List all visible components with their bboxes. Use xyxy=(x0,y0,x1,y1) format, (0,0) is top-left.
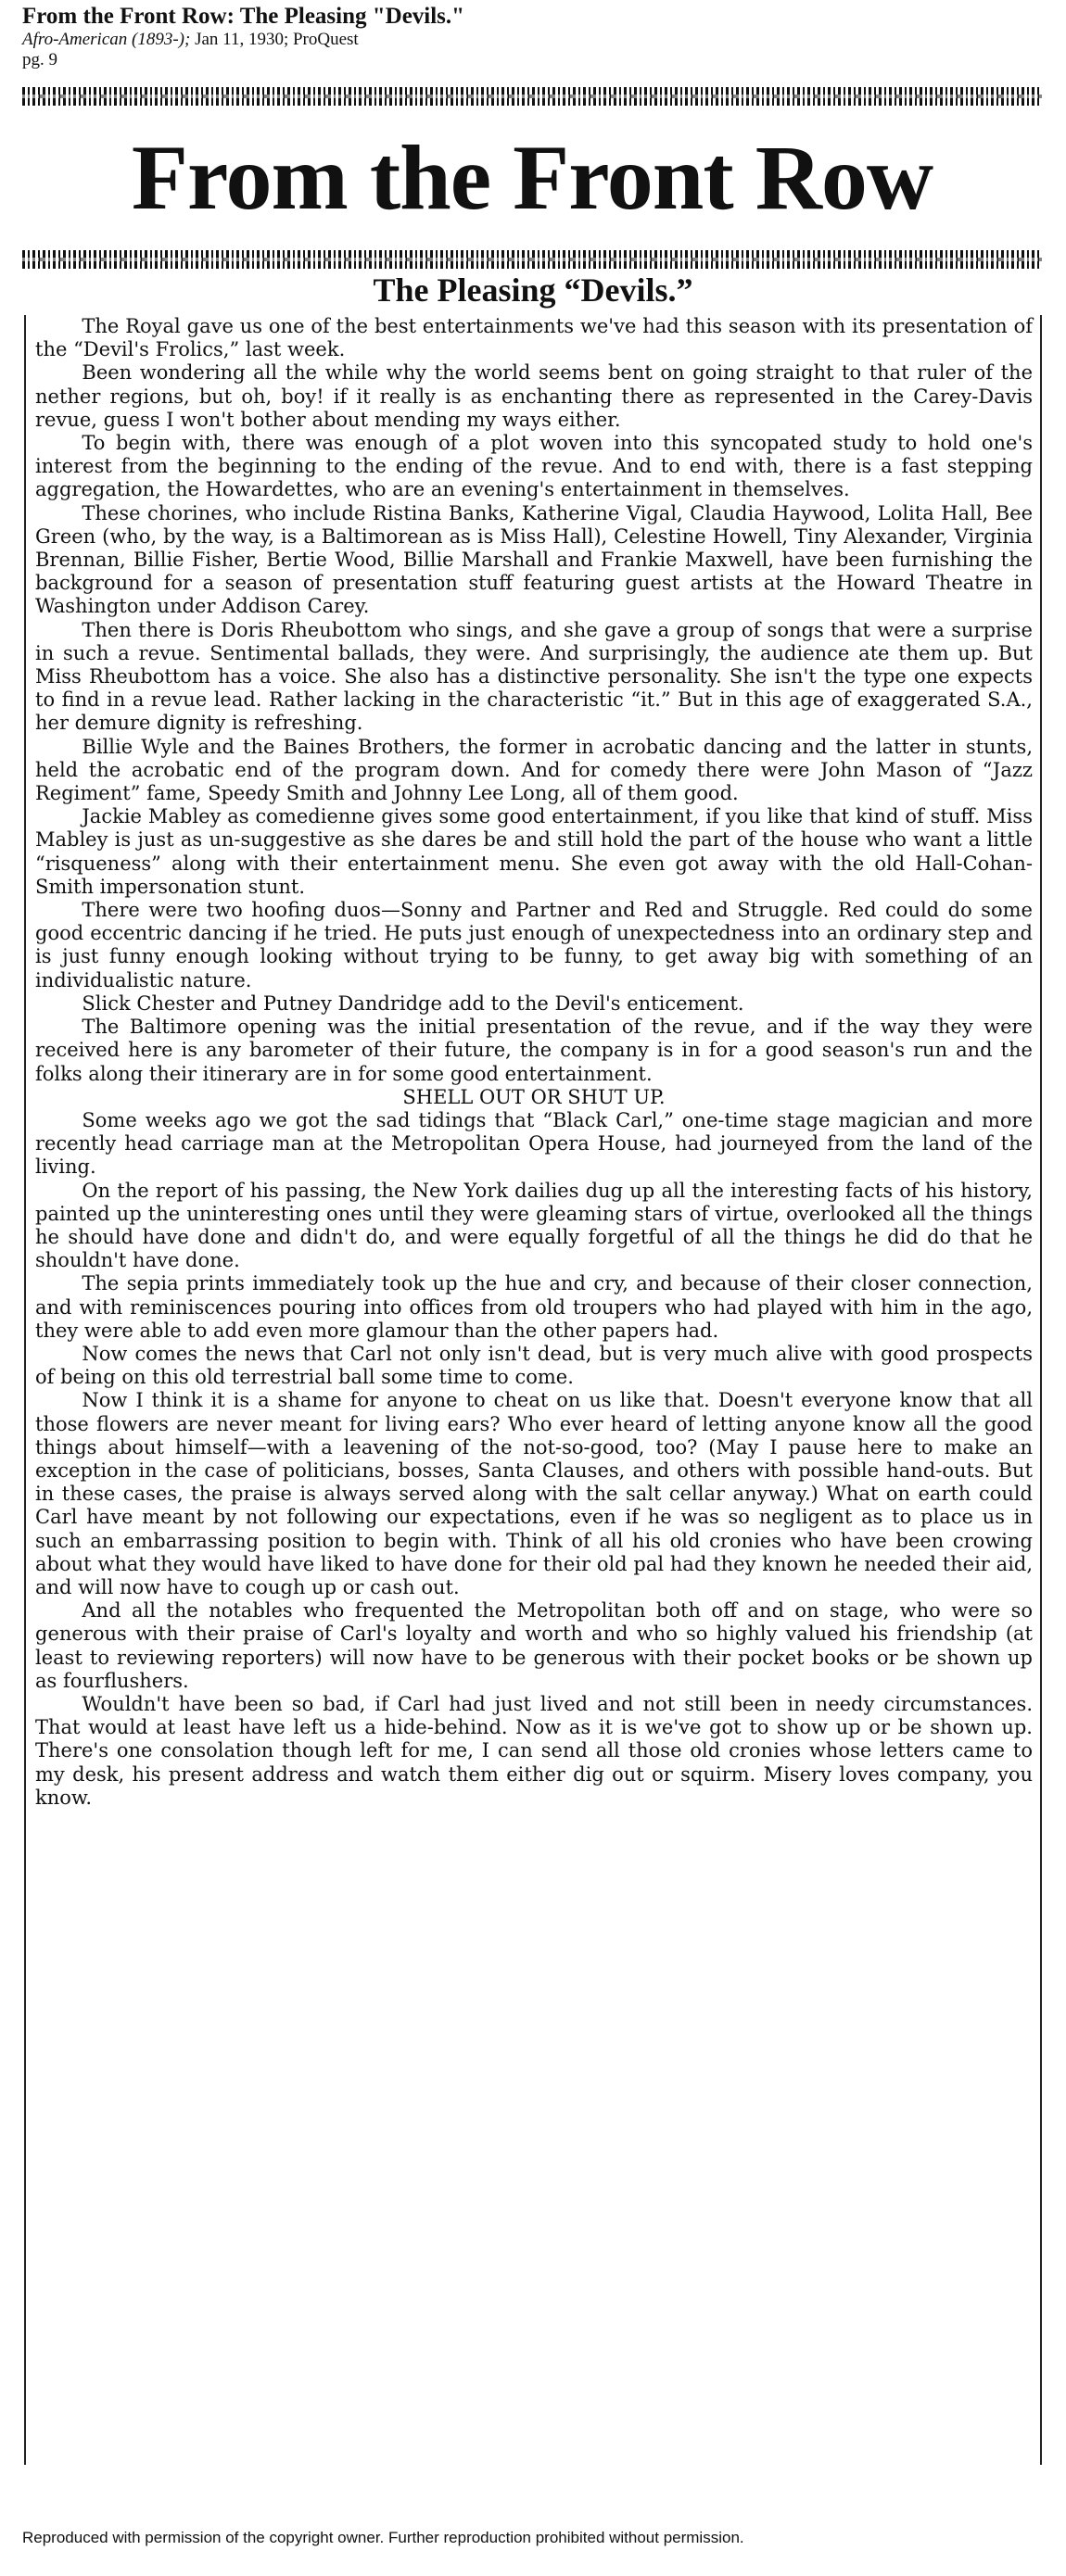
citation-page: pg. 9 xyxy=(22,50,57,69)
section-heading: SHELL OUT OR SHUT UP. xyxy=(402,1085,666,1108)
article-subhead: The Pleasing “Devils.” xyxy=(373,271,693,309)
masthead xyxy=(22,87,1042,269)
paragraph: Some weeks ago we got the sad tidings that “Black Carl,” one-time stage magician and more recently head carriage man at the Metropolitan Opera House, had journeyed from the land of the living. xyxy=(35,1108,1033,1179)
paragraph: Billie Wyle and the Baines Brothers, the former in acrobatic dancing and the latter in stunts, held the acrobatic end of the program down. And for comedy there were John Mason of “Jazz Regiment” fame, Speedy Smith and Johnny Lee Long, all of them good. xyxy=(35,735,1033,805)
paragraph: To begin with, there was enough of a plot woven into this syncopated study to hold one's interest from the beginning to the ending of the revue. And to end with, there is a fast stepping aggregation, the Howardettes, who are an evening's entertainment in themselves. xyxy=(35,432,1033,501)
citation-title: From the Front Row: The Pleasing "Devils." xyxy=(22,4,465,29)
article-body xyxy=(24,315,1042,2465)
masthead-border-bottom xyxy=(22,250,1042,269)
paragraph: Wouldn't have been so bad, if Carl had just lived and not still been in needy circumstances. That would at least have left us a hide-behind. Now as it is we've got to show up or be shown up. There's one consolation though left for me, I can send all those old cronies whose letters came to my desk, his present address and watch them either dig out or squirm. Misery loves company, you know. xyxy=(35,1692,1033,1809)
paragraph: Then there is Doris Rheubottom who sings, and she gave a group of songs that were a surprise in such a revue. Sentimental ballads, they were. And surprisingly, the audience ate them up. But Miss Rheubottom has a voice. She also has a distinctive personality. She isn't the type one expects to find in a revue lead. Rather lacking in the characteristic “it.” But in this age of exaggerated S.A., her demure dignity is refreshing. xyxy=(35,618,1033,735)
paragraph: There were two hoofing duos—Sonny and Partner and Red and Struggle. Red could do some good eccentric dancing if he tried. He puts just enough of unexpectedness into an ordinary step and is just funny enough looking without trying to be funny, to get away big with something of an individualistic nature. xyxy=(35,899,1033,991)
paragraph: Been wondering all the while why the world seems bent on going straight to that ruler of the nether regions, but oh, boy! if it really is as enchanting there as represented in the Carey-Davis revue, guess I won't bother about mending my ways either. xyxy=(35,361,1033,431)
paragraph: Now I think it is a shame for anyone to cheat on us like that. Doesn't everyone know that all those flowers are never meant for living ears? Who ever heard of letting anyone know all the good things about himself—with a leavening of the not-so-good, too? (May I pause here to make an exception in the case of politicians, bosses, Santa Clauses, and others with possible hand-outs. But in these cases, the praise is always served along with the salt cellar anyway.) What on earth could Carl have meant by not following our expectations, even if he was so negligent as to place us in such an embarrassing position to begin with. Think of all his old cronies who have been crowing about what they would have liked to have done for their old pal had they known he needed their aid, and will now have to cough up or cash out. xyxy=(35,1389,1033,1598)
paragraph: Jackie Mabley as comedienne gives some good entertainment, if you like that kind of stuff. Miss Mabley is just as un-suggestive as she dares be and still hold the part of the house who want a little “risqueness” along with their entertainment menu. She even got away with the old Hall-Cohan-Smith impersonation stunt. xyxy=(35,805,1033,898)
paragraph: And all the notables who frequented the Metropolitan both off and on stage, who were so generous with their praise of Carl's loyalty and worth and who so highly valued his friendship (at least to reviewing reporters) will now have to be generous with their pocket books or be shown up as fourflushers. xyxy=(35,1599,1033,1692)
masthead-border-top xyxy=(22,87,1042,106)
paragraph: Slick Chester and Putney Dandridge add to the Devil's enticement. xyxy=(82,991,744,1015)
citation-date-database: Jan 11, 1930; ProQuest xyxy=(190,30,359,49)
paragraph: These chorines, who include Ristina Banks, Katherine Vigal, Claudia Haywood, Lolita Hall, Bee Green (who, by the way, is a Baltimorean as is Miss Hall), Celestine Howell, Tiny Alexander, Virginia Brennan, Billie Fisher, Bertie Wood, Billie Marshall and Frankie Maxwell, have been furnishing the background for a season of presentation stuff featuring guest artists at the Howard Theatre in Washington under Addison Carey. xyxy=(35,501,1033,618)
paragraph: The Baltimore opening was the initial presentation of the revue, and if the way they were received here is any barometer of their future, the company is in for a good season's run and the folks along their itinerary are in for some good entertainment. xyxy=(35,1016,1033,1085)
paragraph: The sepia prints immediately took up the hue and cry, and because of their closer connection, and with reminiscences pouring into offices from old troupers who had played with him in the ago, they were able to add even more glamour than the other papers had. xyxy=(35,1272,1033,1342)
paragraph: Now comes the news that Carl not only isn't dead, but is very much alive with good prospects of being on this old terrestrial ball some time to come. xyxy=(35,1342,1033,1389)
paragraph: The Royal gave us one of the best entertainments we've had this season with its presentation of the “Devil's Frolics,” last week. xyxy=(35,315,1033,361)
paragraph: On the report of his passing, the New York dailies dug up all the interesting facts of his history, painted up the uninteresting ones until they were gleaming stars of virtue, overlooked all the things he should have done and didn't do, and were equally forgetful of all the things he did do that he shouldn't have done. xyxy=(35,1179,1033,1272)
citation-publication: Afro-American (1893-); xyxy=(22,30,191,49)
citation-header xyxy=(22,4,949,70)
citation-source xyxy=(22,30,949,50)
copyright-footer: Reproduced with permission of the copyright owner. Further reproduction prohibited without permission. xyxy=(22,2529,744,2546)
masthead-title: From the Front Row xyxy=(131,126,933,229)
